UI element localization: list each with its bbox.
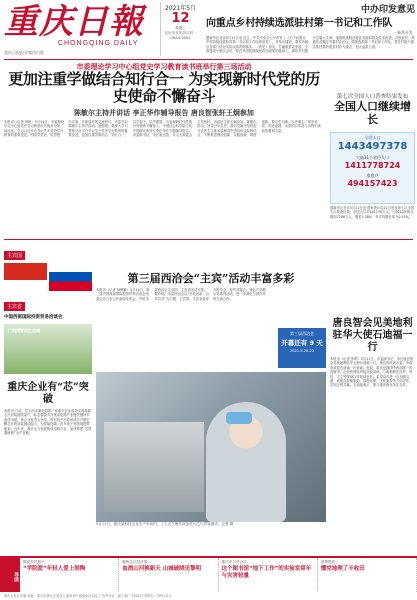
date-year-month: 2021年5月: [164, 5, 197, 12]
date-block: [160, 2, 200, 56]
lead-kicker: 市委理论学习中心组党史学习教育读书班举行第三场活动: [76, 63, 252, 71]
countdown-box: [278, 328, 326, 368]
guide-kicker: 推动乡村振兴: [23, 560, 45, 564]
census-row2-label: 家庭户: [366, 173, 379, 178]
top-story-headline[interactable]: 向重点乡村持续选派驻村第一书记和工作队: [206, 18, 393, 29]
census-box-title: 全国人口: [364, 135, 381, 140]
guide-strip: [0, 556, 417, 592]
census-header: [330, 90, 415, 126]
flags-row: [4, 263, 92, 293]
tag-guest-province: 主宾省: [4, 302, 25, 311]
census-headline[interactable]: 全国人口继续增长: [334, 100, 411, 126]
guide-title: “学院派”年轻人爱上制陶: [23, 566, 86, 572]
chip-body: 本报讯 日前，位于西永微电园的一家重庆企业成功实现高端芯片封装测试量产，标志着我市在集成电路产业链关键环节取得突破。该企业负责人介绍，项目投产后将形成年产数亿颗芯片的封装测试能力，为智能终端、汽车电子等领域提供配套。近年来，我市大力发展集成电路产业，加快构建“芯屏器核网”全产业链。: [4, 409, 92, 436]
section-divider: [4, 239, 413, 240]
issue-code: CN50-0001: [170, 36, 191, 40]
census-row1-number: 1411778724: [344, 161, 401, 170]
date-weekday: 星期三: [175, 26, 186, 30]
logo-subtitle: 重庆日报报业集团出版: [4, 50, 44, 55]
date-day: 12: [171, 11, 190, 26]
meeting-headline[interactable]: 唐良智会见美地利驻华大使石迪福一行: [332, 318, 413, 353]
photo-caption: 5月11日，重庆某科技企业生产车间内，工人正在操作设备进行芯片封装测试。记者 摄: [96, 522, 234, 526]
census-kicker: 第七次全国人口普查结果发布: [336, 94, 409, 100]
guide-title: 懂党地理了丰收田: [320, 566, 365, 572]
news-photo[interactable]: [96, 372, 326, 522]
census-row1-label: 大陆31个省份人口: [355, 155, 390, 160]
guide-item[interactable]: [318, 558, 417, 592]
meeting-body: 本报讯（记者 张珺）5月11日，市委副书记、市长唐良智会见奥地利驻华大使石迪福一行。唐良智代表市委、市政府欢迎石迪福一行来渝。他说，重庆是我国中西部唯一的直辖市，正加快建设内陆开放高地，与奥地利在经贸、科技、人文等领域合作基础良好。希望双方进一步加强交流，拓展在智能制造、绿色环保、文化旅游等方面合作，实现互利共赢。石迪福表示，愿与重庆深化务实合作。: [330, 357, 414, 388]
countdown-dates: 2021.5.20-23: [289, 349, 315, 353]
census-stat-box: [330, 132, 415, 204]
countdown-days: 开幕还有 9 天: [281, 339, 323, 347]
census-row2-number: 494157423: [347, 179, 398, 188]
lead-headline[interactable]: 更加注重学做结合知行合一 为实现新时代党的历史使命不懈奋斗: [8, 70, 320, 105]
logo-english: CHONGQING DAILY: [58, 40, 139, 47]
guide-title: 这个图书馆“地下工作”的实验室常年与灾害较量: [221, 566, 312, 579]
fair-body: 本报讯（记者 杨铌紫）5月11日，第三届中国西部国际投资贸易洽谈会组委会办公室召开新闻发布会，介绍本届西洽会主宾国、主宾省活动安排。据介绍，本届西洽会以“开放创新、合作共享”为主题，主宾国、主宾省将举办推介会、经贸对接会、特色产品展示等系列活动，进一步深化与国内外的交流合作。: [96, 288, 266, 301]
right-column: [330, 318, 415, 557]
census-body: 据新华社北京5月11日电 国家统计局11日发布第七次全国人口普查结果。全国人口共141178万人，与2010年相比增加7206万人，增长5.38%；年平均增长率为0.53%。: [330, 206, 415, 219]
ad-text: 广阳湾智创生态城: [8, 328, 40, 333]
lead-body: 本报讯（记者 杨帆）5月11日，市委理论学习中心组党史学习教育读书班举行第三场活动，学习习近平总书记关于党史学习教育的重要论述，围绕学党史、悟思想、办实事、开新局开展交流研讨。市委书记陈敏尔主持并讲话。他强调，要深入学习贯彻习近平总书记关于党史学习教育的重要论述，更加注重学做结合、知行合一，以学促干、以学增智，为实现新时代党的历史使命不懈奋斗。中国社会科学院当代中国研究所所长李正华作专题辅导报告。市委副书记、市长唐良智，市人大常委会主任张轩，市政协主席王炯参加。陈敏尔指出，回望百年党史，我们党始终坚持把马克思主义基本原理同中国具体实际相结合，不断推进理论创新、实践创新、制度创新。要以史为镜、以史明志，知史爱党、知史爱国，从党的百年奋斗历程中汲取智慧和力量。: [4, 120, 321, 138]
census-total: 1443497378: [337, 141, 408, 152]
photo-mask: [226, 412, 252, 424]
fair-title: 中国西部国际投资贸易洽谈会: [4, 315, 63, 320]
tag-guest-country: 主宾国: [4, 251, 25, 260]
photo-machine: [104, 422, 204, 512]
guide-item[interactable]: [20, 558, 119, 592]
countdown-event: 第三届西洽会: [290, 331, 314, 336]
guide-title: 血酒山河换新天 山城破晓见黎明: [122, 566, 202, 572]
flag-icon: [49, 263, 92, 291]
advertisement[interactable]: [4, 324, 92, 374]
top-story-body: 据新华社北京5月11日电 近日，中共中央办公厅印发了《关于向重点乡村持续选派驻村第一书记和工作队的意见》，并发出通知，要求各地区各部门结合实际认真贯彻落实。《意见》指出，打赢脱贫攻坚战、全面建成小康社会后，要在巩固拓展脱贫攻坚成果的基础上，做好乡村振兴这篇大文章，接续推进脱贫地区发展和群众生活改善。对脱贫村、易地扶贫搬迁安置村(社区)，继续选派第一书记和工作队，将乡村振兴重点帮扶县的脱贫村作为重点，加大选派力度。: [206, 36, 415, 54]
newspaper-logo: 重庆日報: [4, 2, 144, 42]
footer: 重庆日报社出版 地址：重庆市渝北区同茂大道416号 邮编401120 广告许可证：渝工商广字001号 零售价：每份1.5元: [4, 594, 172, 598]
chip-headline[interactable]: 重庆企业有“芯”突破: [7, 382, 89, 405]
guide-item[interactable]: [219, 558, 318, 592]
lead-subheadline: 陈敏尔主持并讲话 李正华作辅导报告 唐良智张轩王炯参加: [74, 109, 254, 117]
guide-kicker: 重庆市召开会议: [221, 560, 247, 564]
top-story-banner: 中办印发意见: [360, 5, 415, 15]
left-column: [4, 242, 92, 572]
fair-headline[interactable]: 第三届西洽会“主宾”活动丰富多彩: [127, 272, 295, 285]
guide-tag: 导读: [0, 558, 20, 592]
guide-kicker: 消费提质: [320, 560, 336, 564]
masthead-divider: [4, 59, 413, 60]
guide-item[interactable]: [119, 558, 218, 592]
guide-kicker: 聚焦长江经济带: [122, 560, 148, 564]
top-story-author: 一新华社发: [393, 30, 413, 35]
date-lunar: 农历辛丑年四月初一: [164, 31, 197, 35]
flag-icon: [4, 263, 47, 291]
